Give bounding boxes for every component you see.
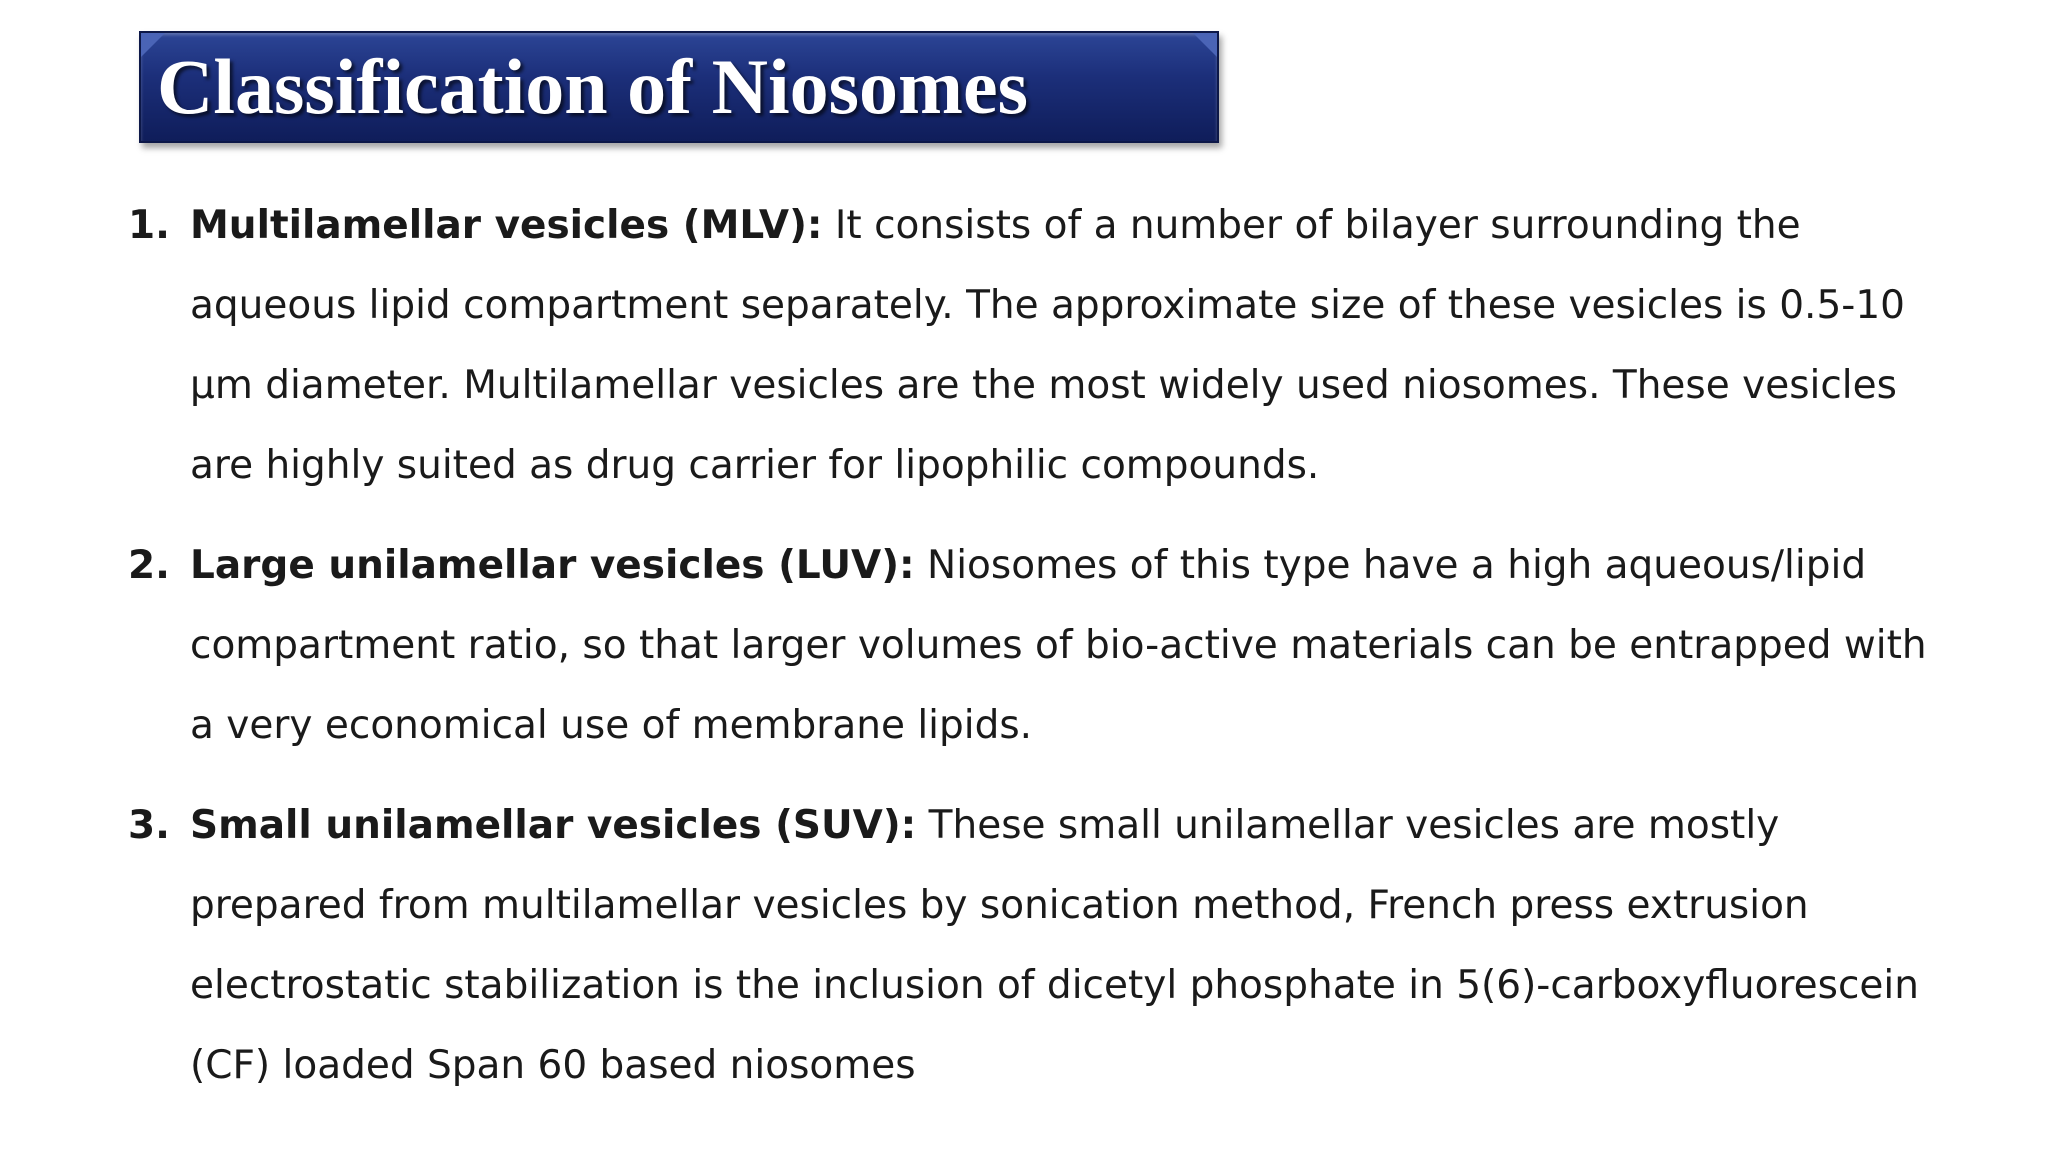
list-item-number: 3. [128,803,170,848]
list-item-term: Large unilamellar vesicles (LUV): [190,543,915,588]
classification-list [128,186,1948,1126]
list-item-mlv [128,186,1948,506]
list-item-luv [128,526,1948,766]
list-item-description: It consists of a number of bilayer surrounding the aqueous lipid compartment separately. The approximate size of these vesicles is 0.5-10 µm diameter. Multilamellar vesicles are the most widely used niosomes. These vesicles are highly suited as drug carrier for lipophilic compounds. [190,203,1905,488]
list-item-number: 2. [128,543,170,588]
list-item-number: 1. [128,203,170,248]
list-item-term: Small unilamellar vesicles (SUV): [190,803,917,848]
list-item-term: Multilamellar vesicles (MLV): [190,203,823,248]
list-item-description: Niosomes of this type have a high aqueous/lipid compartment ratio, so that larger volumes of bio-active materials can be entrapped with a very economical use of membrane lipids. [190,543,1927,748]
list-item-suv [128,786,1948,1106]
slide-title: Classification of Niosomes [157,43,1028,130]
list-item-description: These small unilamellar vesicles are mostly prepared from multilamellar vesicles by sonication method, French press extrusion electrostatic stabilization is the inclusion of dicetyl phosphate in 5(6)-carboxyfluorescein (CF) loaded Span 60 based niosomes [190,803,1919,1088]
title-banner [139,31,1219,143]
